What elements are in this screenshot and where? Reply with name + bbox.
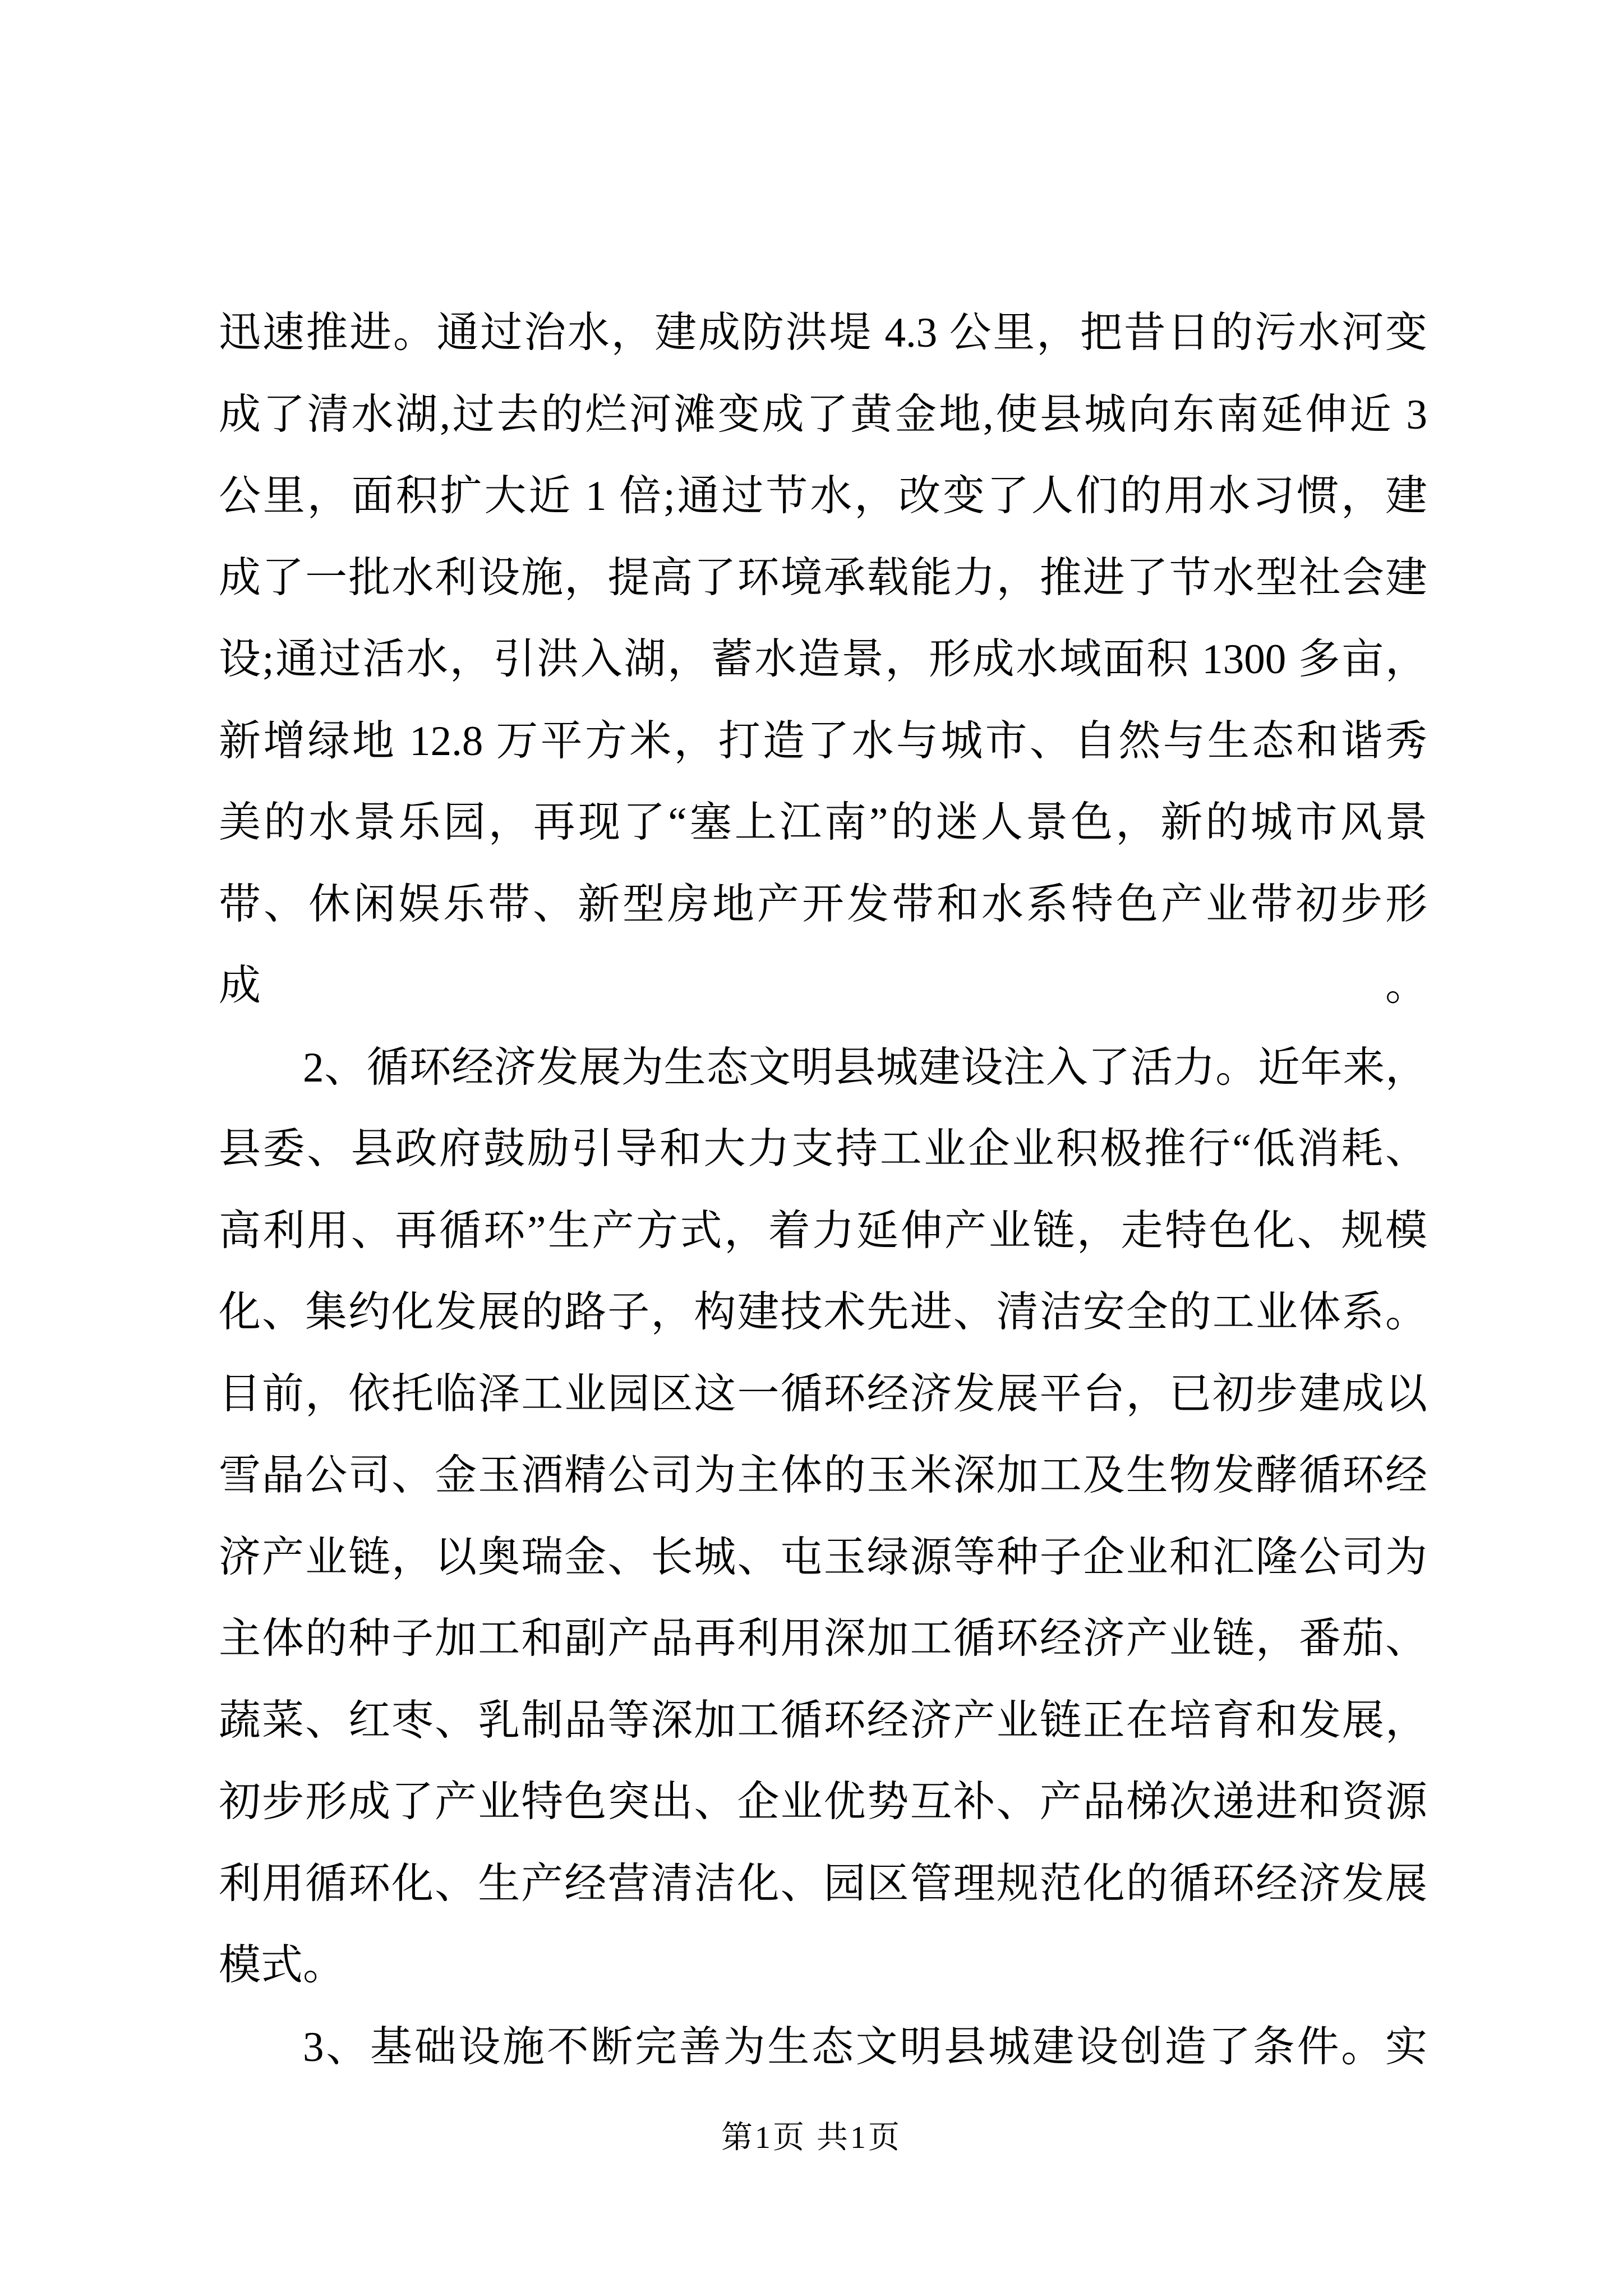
text-line: 带、休闲娱乐带、新型房地产开发带和水系特色产业带初步形成。 bbox=[219, 881, 1427, 1009]
text-line: 雪晶公司、金玉酒精公司为主体的玉米深加工及生物发酵循环经 bbox=[219, 1452, 1427, 1499]
text-line: 目前，依托临泽工业园区这一循环经济发展平台，已初步建成以 bbox=[219, 1370, 1427, 1418]
text-line: 济产业链，以奥瑞金、长城、屯玉绿源等种子企业和汇隆公司为 bbox=[219, 1534, 1427, 1581]
text-line: 县委、县政府鼓励引导和大力支持工业企业积极推行“低消耗、 bbox=[219, 1126, 1427, 1172]
text-line: 公里，面积扩大近 1 倍;通过节水，改变了人们的用水习惯，建 bbox=[219, 473, 1427, 519]
text-line: 成了一批水利设施，提高了环境承载能力，推进了节水型社会建 bbox=[219, 554, 1427, 601]
page-footer: 第1页 共1页 bbox=[721, 2120, 902, 2155]
paragraph-end-line: 模式。 bbox=[219, 1942, 345, 1989]
text-line: 美的水景乐园，再现了“塞上江南”的迷人景色，新的城市风景 bbox=[219, 799, 1427, 846]
text-line: 成了清水湖,过去的烂河滩变成了黄金地,使县城向东南延伸近 3 bbox=[219, 391, 1427, 438]
text-line: 化、集约化发展的路子，构建技术先进、清洁安全的工业体系。 bbox=[219, 1289, 1427, 1336]
text-line: 迅速推进。通过治水，建成防洪堤 4.3 公里，把昔日的污水河变 bbox=[219, 310, 1427, 356]
text-line: 利用循环化、生产经营清洁化、园区管理规范化的循环经济发展 bbox=[219, 1860, 1427, 1907]
paragraph-start-line: 2、循环经济发展为生态文明县城建设注入了活力。近年来， bbox=[303, 1044, 1427, 1091]
text-line: 蔬菜、红枣、乳制品等深加工循环经济产业链正在培育和发展， bbox=[219, 1697, 1427, 1744]
document-body bbox=[219, 292, 1427, 2088]
text-line: 初步形成了产业特色突出、企业优势互补、产品梯次递进和资源 bbox=[219, 1779, 1427, 1825]
paragraph-start-line: 3、基础设施不断完善为生态文明县城建设创造了条件。实 bbox=[303, 2023, 1427, 2070]
text-line: 主体的种子加工和副产品再利用深加工循环经济产业链，番茄、 bbox=[219, 1616, 1427, 1662]
text-line: 新增绿地 12.8 万平方米，打造了水与城市、自然与生态和谐秀 bbox=[219, 717, 1427, 765]
text-line: 高利用、再循环”生产方式，着力延伸产业链，走特色化、规模 bbox=[219, 1207, 1427, 1254]
text-line: 设;通过活水，引洪入湖，蓄水造景，形成水域面积 1300 多亩， bbox=[219, 636, 1427, 683]
